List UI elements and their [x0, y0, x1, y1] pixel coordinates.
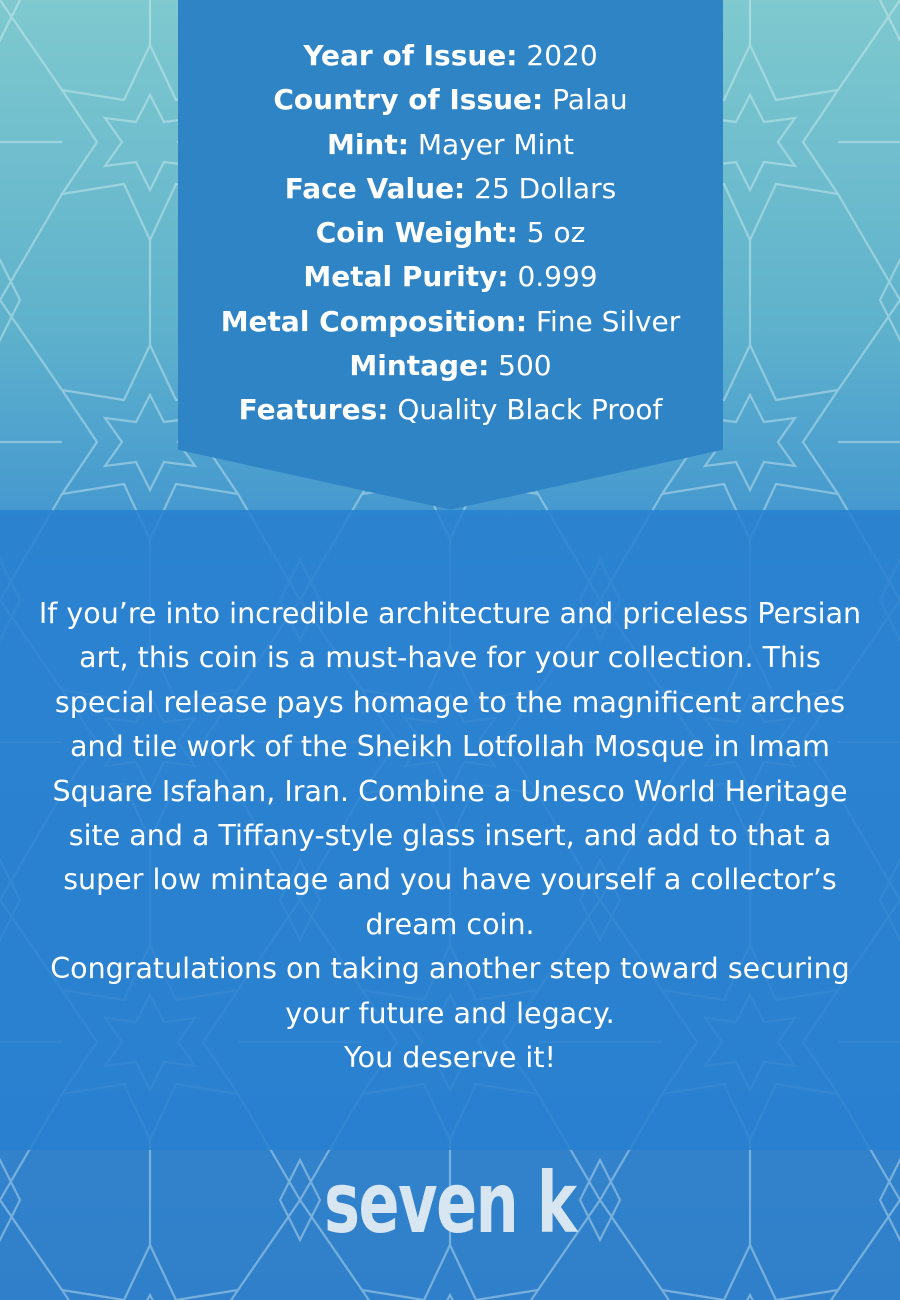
spec-value: 25 Dollars — [474, 171, 617, 205]
spec-label: Features: — [238, 393, 389, 427]
spec-label: Metal Purity: — [303, 260, 509, 294]
spec-label: Mintage: — [349, 349, 490, 383]
spec-label: Face Value: — [284, 171, 466, 205]
spec-value: 0.999 — [517, 260, 598, 294]
spec-label: Mint: — [326, 127, 409, 161]
spec-value: 500 — [498, 349, 552, 383]
spec-row-features — [178, 388, 723, 432]
spec-row-mintage — [178, 344, 723, 388]
spec-value: Mayer Mint — [417, 127, 575, 161]
congratulations-text: Congratulations on taking another step toward securing your future and legacy. — [50, 952, 850, 1030]
closing-text: You deserve it! — [344, 1041, 556, 1075]
brand-logo-text: seven k — [324, 1154, 576, 1252]
spec-row-face-value — [178, 167, 723, 211]
spec-row-year — [178, 34, 723, 78]
spec-value: 5 oz — [526, 216, 586, 250]
description-paragraph: If you’re into incredible architecture and priceless Persian art, this coin is a must-have for your collection. This special release pays homage to the magnificent arches and tile work of the Sheikh Lotfollah Mosque in Imam Square Isfahan, Iran. Combine a Unesco World Heritage site and a Tiffany-style glass insert, and add to that a super low mintage and you have yourself a collector’s dream coin. — [38, 597, 862, 941]
coin-description — [30, 592, 870, 1080]
coin-specs-list — [178, 34, 723, 433]
spec-row-weight — [178, 211, 723, 255]
spec-value: Fine Silver — [535, 304, 681, 338]
brand-logo — [0, 1150, 900, 1300]
spec-value: Palau — [552, 83, 628, 117]
spec-value: Quality Black Proof — [397, 393, 663, 427]
spec-value: 2020 — [526, 39, 598, 72]
spec-label: Coin Weight: — [315, 216, 518, 250]
spec-row-mint — [178, 123, 723, 167]
spec-row-composition — [178, 300, 723, 344]
spec-label: Metal Composition: — [220, 304, 528, 338]
spec-label: Year of Issue: — [303, 39, 518, 72]
spec-row-country — [178, 78, 723, 122]
spec-label: Country of Issue: — [273, 83, 544, 117]
spec-row-purity — [178, 255, 723, 299]
